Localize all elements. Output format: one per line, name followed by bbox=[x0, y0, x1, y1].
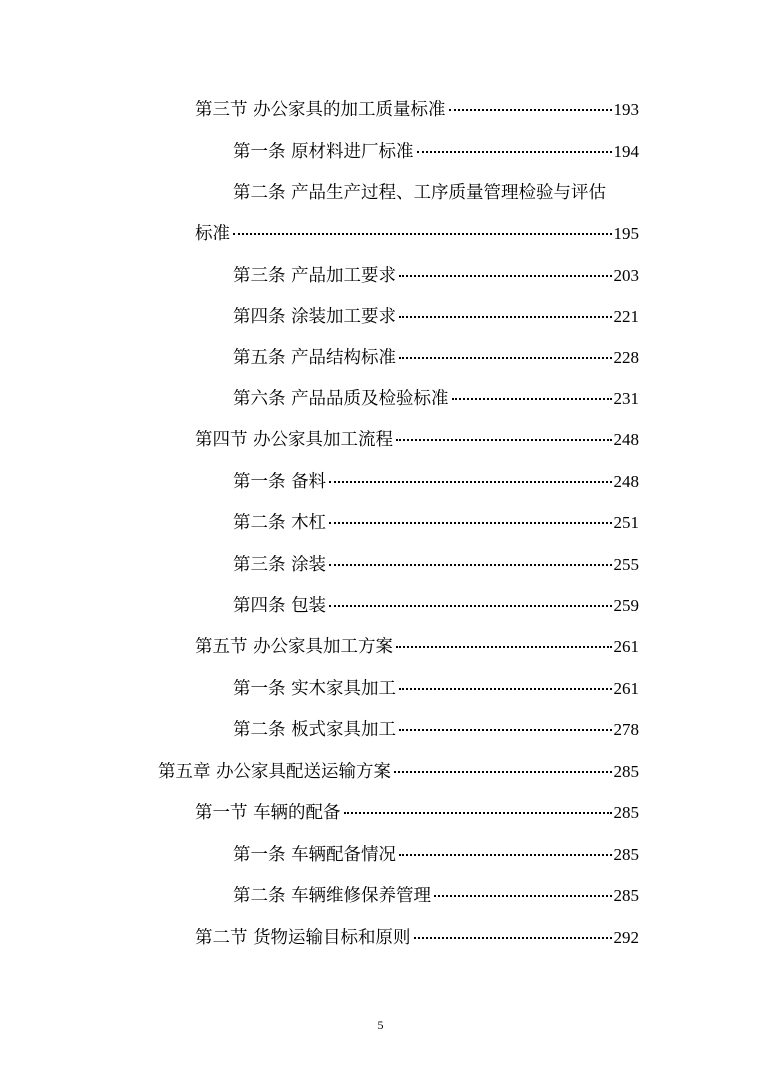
toc-leader-dots bbox=[329, 558, 611, 566]
toc-entry-page: 255 bbox=[613, 555, 639, 574]
toc-entry-label: 第三条 涂装 bbox=[233, 555, 327, 575]
toc-entry-label: 第四条 包装 bbox=[233, 596, 327, 616]
toc-entry-page: 285 bbox=[613, 803, 639, 822]
toc-entry-label: 第五节 办公家具加工方案 bbox=[195, 637, 394, 657]
toc-entry-page: 194 bbox=[613, 142, 639, 161]
toc-entry-page: 195 bbox=[613, 224, 639, 243]
toc-entry-label: 第一条 备料 bbox=[233, 472, 327, 492]
toc-entry-page: 292 bbox=[613, 928, 639, 947]
toc-entry-section-3[interactable] bbox=[195, 98, 639, 122]
toc-leader-dots bbox=[396, 640, 611, 648]
toc-leader-dots bbox=[449, 103, 612, 111]
toc-leader-dots bbox=[452, 392, 612, 400]
toc-entry-label: 第三条 产品加工要求 bbox=[233, 266, 397, 286]
toc-entry-article[interactable] bbox=[233, 140, 639, 164]
toc-entry-page: 228 bbox=[613, 348, 639, 367]
toc-entry-wrapped-second-line[interactable] bbox=[195, 222, 639, 246]
toc-entry-label: 第四条 涂装加工要求 bbox=[233, 307, 397, 327]
toc-leader-dots bbox=[399, 682, 611, 690]
toc-entry-chapter-5[interactable] bbox=[158, 760, 639, 784]
toc-leader-dots bbox=[399, 310, 611, 318]
toc-entry-label: 第五条 产品结构标准 bbox=[233, 348, 397, 368]
toc-entry-page: 193 bbox=[613, 100, 639, 119]
toc-entry-page: 251 bbox=[613, 513, 639, 532]
toc-entry-page: 278 bbox=[613, 720, 639, 739]
toc-entry-page: 248 bbox=[613, 430, 639, 449]
toc-entry-article[interactable] bbox=[233, 843, 639, 867]
toc-entry-section-4[interactable] bbox=[195, 428, 639, 452]
toc-entry-label: 第二条 木杠 bbox=[233, 513, 327, 533]
toc-entry-section-2[interactable] bbox=[195, 926, 639, 950]
toc-entry-label: 第三节 办公家具的加工质量标准 bbox=[195, 100, 446, 120]
toc-entry-label: 第五章 办公家具配送运输方案 bbox=[158, 762, 392, 782]
toc-entry-page: 203 bbox=[613, 266, 639, 285]
toc-entry-page: 259 bbox=[613, 596, 639, 615]
toc-entry-label: 第二条 车辆维修保养管理 bbox=[233, 886, 432, 906]
toc-entry-article[interactable] bbox=[233, 470, 639, 494]
toc-entry-wrapped-first-line[interactable]: 第二条 产品生产过程、工序质量管理检验与评估 bbox=[233, 183, 607, 203]
page-number: 5 bbox=[377, 1018, 384, 1032]
toc-entry-article[interactable] bbox=[233, 511, 639, 535]
toc-leader-dots bbox=[329, 599, 611, 607]
toc-entry-page: 285 bbox=[613, 886, 639, 905]
toc-entry-article[interactable] bbox=[233, 346, 639, 370]
toc-entry-label: 第二节 货物运输目标和原则 bbox=[195, 928, 411, 948]
toc-entry-section-5[interactable] bbox=[195, 635, 639, 659]
toc-leader-dots bbox=[396, 433, 611, 441]
toc-entry-label: 第二条 板式家具加工 bbox=[233, 720, 397, 740]
toc-entry-article[interactable] bbox=[233, 677, 639, 701]
toc-entry-label: 第四节 办公家具加工流程 bbox=[195, 430, 394, 450]
toc-leader-dots bbox=[394, 765, 611, 773]
toc-entry-section-1[interactable] bbox=[195, 801, 639, 825]
toc-entry-page: 248 bbox=[613, 472, 639, 491]
toc-entry-article[interactable] bbox=[233, 553, 639, 577]
toc-leader-dots bbox=[434, 889, 611, 897]
toc-leader-dots bbox=[399, 351, 611, 359]
toc-entry-label: 第一节 车辆的配备 bbox=[195, 803, 341, 823]
toc-leader-dots bbox=[417, 145, 612, 153]
toc-entry-article[interactable] bbox=[233, 305, 639, 329]
toc-entry-page: 285 bbox=[613, 762, 639, 781]
toc-entry-label: 标准 bbox=[195, 224, 230, 244]
toc-entry-label: 第六条 产品品质及检验标准 bbox=[233, 389, 449, 409]
toc-leader-dots bbox=[414, 931, 612, 939]
toc-entry-page: 221 bbox=[613, 307, 639, 326]
toc-entry-article[interactable] bbox=[233, 884, 639, 908]
toc-leader-dots bbox=[399, 848, 611, 856]
toc-leader-dots bbox=[344, 806, 612, 814]
toc-entry-page: 261 bbox=[613, 679, 639, 698]
toc-entry-page: 261 bbox=[613, 637, 639, 656]
toc-entry-label: 第一条 实木家具加工 bbox=[233, 679, 397, 699]
toc-entry-page: 285 bbox=[613, 845, 639, 864]
toc-leader-dots bbox=[399, 269, 611, 277]
toc-leader-dots bbox=[329, 516, 611, 524]
toc-entry-article[interactable] bbox=[233, 264, 639, 288]
toc-entry-article[interactable] bbox=[233, 718, 639, 742]
toc-leader-dots bbox=[233, 227, 612, 235]
toc-entry-page: 231 bbox=[613, 389, 639, 408]
toc-entry-article[interactable] bbox=[233, 387, 639, 411]
toc-leader-dots bbox=[329, 475, 611, 483]
toc-entry-article[interactable] bbox=[233, 594, 639, 618]
toc-leader-dots bbox=[399, 723, 611, 731]
toc-entry-label: 第一条 车辆配备情况 bbox=[233, 845, 397, 865]
toc-entry-label: 第一条 原材料进厂标准 bbox=[233, 142, 414, 162]
